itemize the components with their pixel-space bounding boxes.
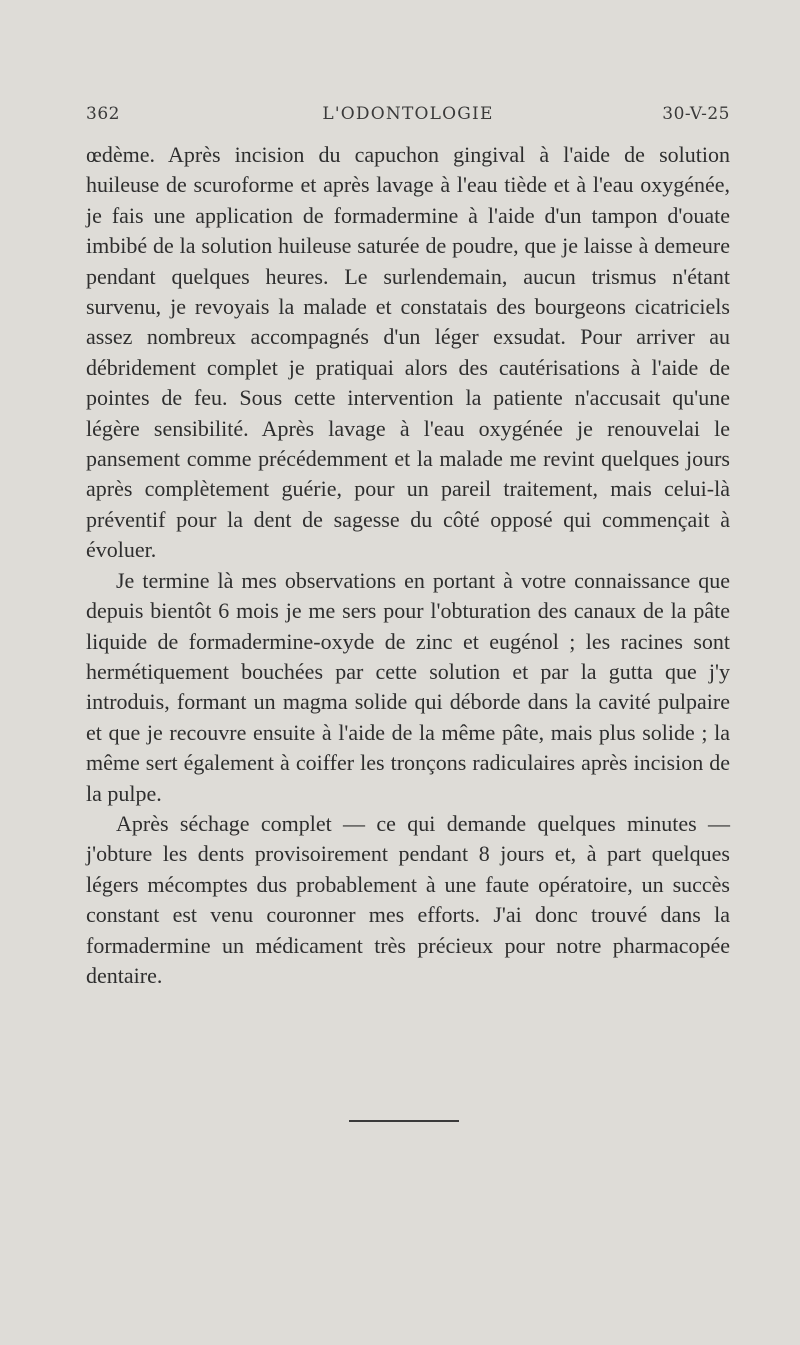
issue-date: 30-V-25 — [662, 104, 730, 124]
article-body — [86, 140, 730, 991]
running-header — [86, 104, 730, 134]
paragraph-continued: œdème. Après incision du capuchon gingival à l'aide de solution huileuse de scuroforme et après lavage à l'eau tiède et à l'eau oxygénée, je fais une application de formadermine à l'aide d'un tampon d'ouate imbibé de la solution huileuse saturée de poudre, que je laisse à demeure pendant quelques heures. Le surlendemain, aucun trismus n'étant survenu, je revoyais la malade et constatais des bourgeons cicatriciels assez nombreux accompagnés d'un léger exsudat. Pour arriver au débridement complet je pratiquai alors des cautérisations à l'aide de pointes de feu. Sous cette intervention la patiente n'accusait qu'une légère sensibilité. Après lavage à l'eau oxygénée je renouvelai le pansement comme précédemment et la malade me revint quelques jours après complètement guérie, pour un pareil traitement, mais celui-là préventif pour la dent de sagesse du côté opposé qui commençait à évoluer. — [86, 142, 730, 563]
paragraph-conclusion: Après séchage complet — ce qui demande quelques minutes — j'obture les dents provisoirement pendant 8 jours et, à part quelques légers mécomptes dus probablement à une faute opératoire, un succès constant est venu couronner mes efforts. J'ai donc trouvé dans la formadermine un médicament très précieux pour notre pharmacopée dentaire. — [86, 810, 730, 988]
journal-title: L'ODONTOLOGIE — [322, 104, 494, 124]
end-rule-divider — [349, 1120, 459, 1122]
page-number: 362 — [86, 104, 120, 124]
paragraph-observations: Je termine là mes observations en portant à votre connaissance que depuis bientôt 6 mois je me sers pour l'obturation des canaux de la pâte liquide de formadermine-oxyde de zinc et eugénol ; les racines sont hermétiquement bouchées par cette solution et par la gutta que j'y introduis, formant un magma solide qui déborde dans la cavité pulpaire et que je recouvre ensuite à l'aide de la même pâte, mais plus solide ; la même sert également à coiffer les tronçons radiculaires après incision de la pulpe. — [86, 567, 730, 806]
